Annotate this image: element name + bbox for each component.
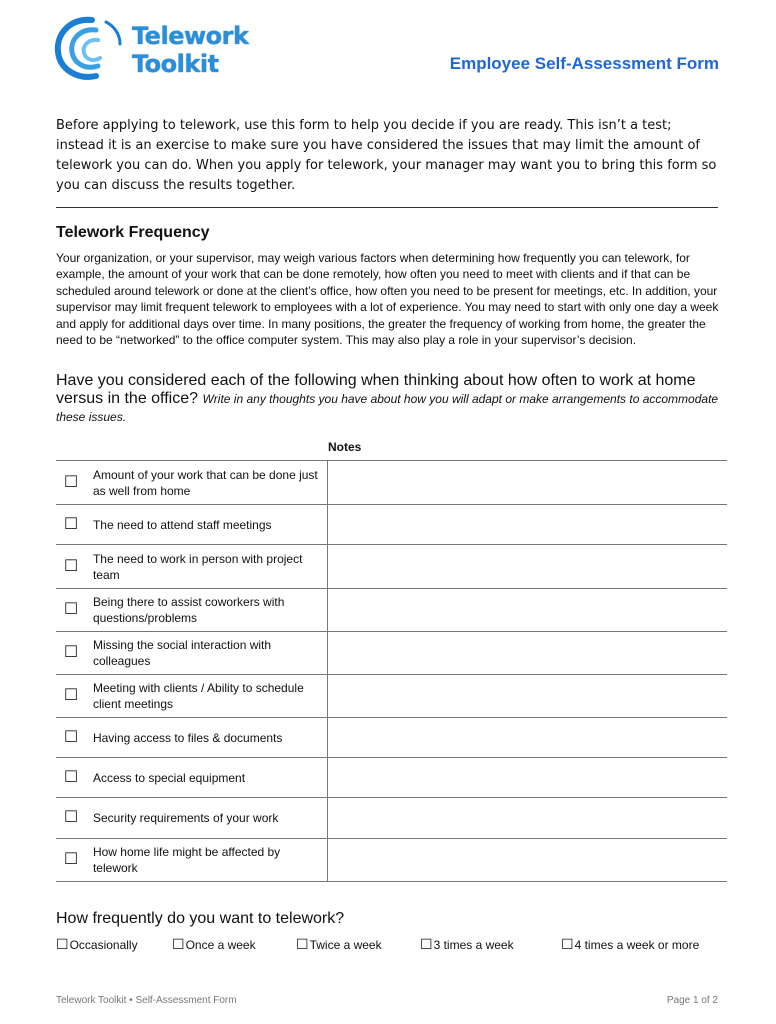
notes-field[interactable]: [327, 718, 727, 758]
checklist-item-label: The need to work in person with project team: [86, 545, 327, 589]
frequency-checkbox[interactable]: ☐: [561, 936, 574, 952]
frequency-checkbox[interactable]: ☐: [56, 936, 69, 952]
notes-field[interactable]: [327, 505, 727, 545]
checklist-item-label: How home life might be affected by telework: [86, 839, 327, 882]
checklist-item-label: Having access to files & documents: [86, 718, 327, 758]
frequency-checkbox[interactable]: ☐: [420, 936, 433, 952]
frequency-option-label: Occasionally: [69, 938, 138, 952]
checklist-item-label: Being there to assist coworkers with questions/problems: [86, 589, 327, 632]
notes-field[interactable]: [327, 758, 727, 798]
notes-field[interactable]: [327, 839, 727, 882]
checklist-row: [56, 675, 727, 718]
checklist-row: [56, 758, 727, 798]
intro-paragraph: Before applying to telework, use this form to help you decide if you are ready. This isn’t a test; instead it is an exercise to make sure you have considered the issues that may limit the amount of telework you can do. When you apply for telework, your manager may want you to bring this form so you can discuss the results together.: [56, 118, 717, 193]
checkbox[interactable]: ☐: [56, 589, 86, 632]
logo-text-line1: Telework: [132, 22, 249, 50]
checklist-item-label: Access to special equipment: [86, 758, 327, 798]
frequency-option[interactable]: [561, 936, 699, 953]
checkbox[interactable]: ☐: [56, 461, 86, 505]
question-hint: Write in any thoughts you have about how you will adapt or make arrangements to accommodate these issues.: [56, 392, 719, 424]
section-divider: [56, 207, 718, 208]
page-number: Page 1 of 2: [666, 995, 718, 1006]
notes-field[interactable]: [327, 798, 727, 839]
checklist-item-label: Missing the social interaction with colleagues: [86, 632, 327, 675]
checklist-row: [56, 545, 727, 589]
frequency-option[interactable]: [172, 936, 256, 953]
frequency-question: How frequently do you want to telework?: [56, 910, 345, 927]
notes-field[interactable]: [327, 675, 727, 718]
swirl-logo-icon: [52, 12, 128, 84]
checkbox[interactable]: ☐: [56, 545, 86, 589]
frequency-checkbox[interactable]: ☐: [296, 936, 309, 952]
frequency-option[interactable]: [420, 936, 514, 953]
checkbox[interactable]: ☐: [56, 839, 86, 882]
checklist-row: [56, 632, 727, 675]
frequency-checkbox[interactable]: ☐: [172, 936, 185, 952]
checklist-item-label: The need to attend staff meetings: [86, 505, 327, 545]
checkbox[interactable]: ☐: [56, 632, 86, 675]
checklist-row: [56, 839, 727, 882]
consideration-table: [56, 460, 727, 882]
checklist-item-label: Meeting with clients / Ability to schedule client meetings: [86, 675, 327, 718]
checklist-row: [56, 718, 727, 758]
logo-text-line2: Toolkit: [132, 50, 219, 78]
frequency-option[interactable]: [296, 936, 382, 953]
checkbox[interactable]: ☐: [56, 505, 86, 545]
checkbox[interactable]: ☐: [56, 758, 86, 798]
notes-field[interactable]: [327, 589, 727, 632]
frequency-option[interactable]: [56, 936, 138, 953]
frequency-option-label: Once a week: [185, 938, 256, 952]
notes-field[interactable]: [327, 632, 727, 675]
section-paragraph: Your organization, or your supervisor, may weigh various factors when determining how frequently you can telework, for example, the amount of your work that can be done remotely, how often you need to meet with clients and if that can be scheduled around telework or done at the client’s office, how often you need to be present for meetings, etc. In addition, your supervisor may limit frequent telework to employees with a lot of experience. You may need to start with only one day a week and apply for additional days over time. In many positions, the greater the frequency of working from home, the greater the need to be “networked” to the office computer system. This may also play a role in your supervisor’s decision.: [56, 251, 719, 348]
frequency-option-label: Twice a week: [309, 938, 382, 952]
checklist-row: [56, 505, 727, 545]
telework-toolkit-logo: [52, 12, 252, 84]
checkbox[interactable]: ☐: [56, 718, 86, 758]
checklist-row: [56, 461, 727, 505]
checkbox[interactable]: ☐: [56, 798, 86, 839]
question-text: Have you considered each of the following when thinking about how often to work at home versus in the office?: [56, 372, 696, 407]
footer-title: Telework Toolkit • Self-Assessment Form: [56, 995, 237, 1006]
checklist-row: [56, 589, 727, 632]
notes-column-header: Notes: [328, 440, 362, 454]
section-title: Telework Frequency: [56, 224, 210, 241]
checklist-question: [56, 372, 726, 426]
notes-field[interactable]: [327, 545, 727, 589]
checklist-item-label: Amount of your work that can be done just as well from home: [86, 461, 327, 505]
frequency-option-label: 3 times a week: [433, 938, 514, 952]
checklist-row: [56, 798, 727, 839]
form-title: Employee Self-Assessment Form: [449, 54, 719, 73]
checklist-item-label: Security requirements of your work: [86, 798, 327, 839]
frequency-option-label: 4 times a week or more: [574, 938, 700, 952]
notes-field[interactable]: [327, 461, 727, 505]
checkbox[interactable]: ☐: [56, 675, 86, 718]
